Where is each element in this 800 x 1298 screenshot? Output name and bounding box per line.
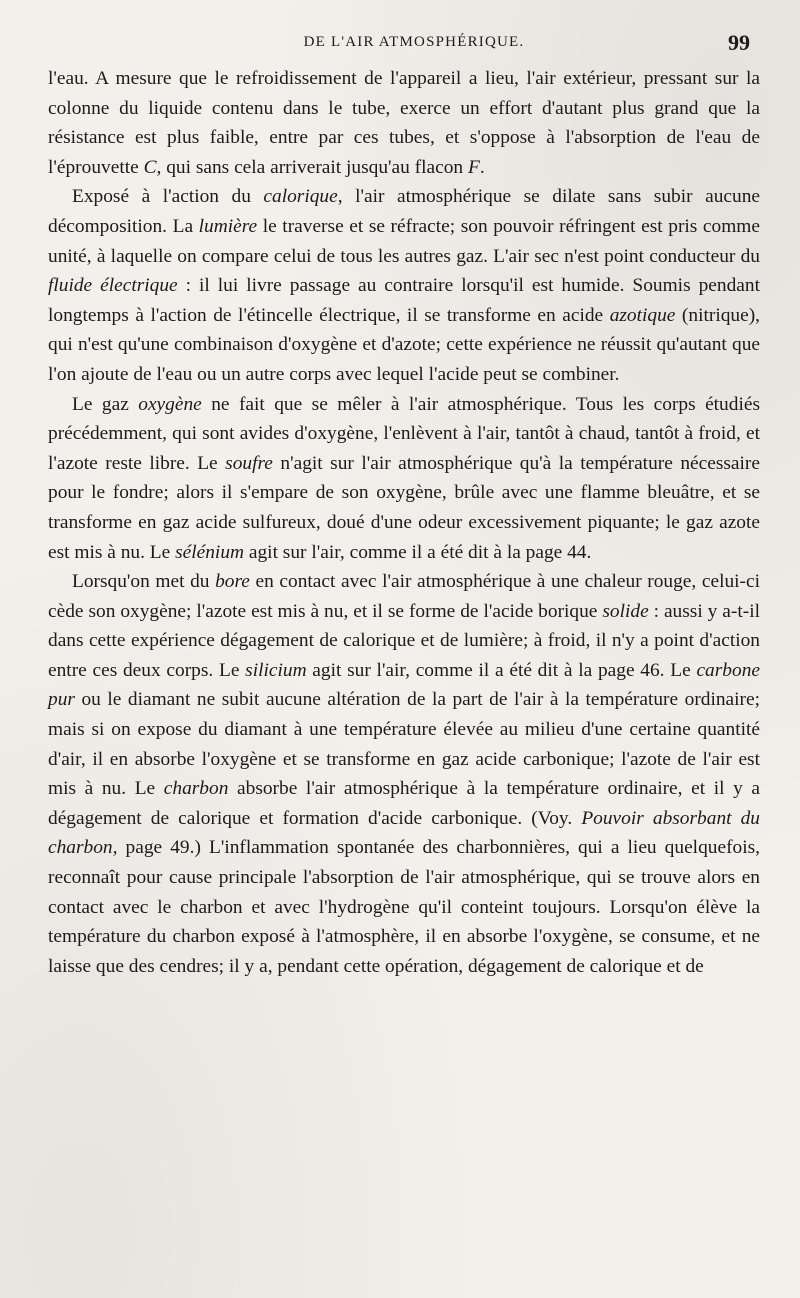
italic-run: Pouvoir absorbant du charbon,	[48, 807, 761, 859]
paragraph	[48, 390, 760, 568]
text-run: ou le diamant ne subit aucune altération de la part de l'air à la température ordinaire; mais si on expose du diamant à une température élevée au milieu d'une certaine quantité d'air, il en absorbe l'oxygène et se transforme en gaz acide carbonique; l'azote de l'air est mis à nu. Le	[48, 689, 760, 800]
italic-run: silicium	[245, 659, 307, 681]
italic-run: C	[143, 156, 157, 178]
italic-run: sélénium	[175, 541, 245, 563]
italic-run: lumière	[198, 215, 258, 237]
italic-run: calorique	[263, 186, 338, 208]
italic-run: solide	[602, 600, 649, 622]
text-run: le traverse et se réfracte; son pouvoir réfringent est pris comme unité, à laquelle on compare celui de tous les autres gaz. L'air sec n'est point conducteur du	[48, 215, 760, 267]
italic-run: fluide électrique	[48, 275, 178, 297]
italic-run: F	[467, 156, 480, 178]
text-run: n'agit sur l'air atmosphérique qu'à la température nécessaire pour le fondre; alors il s'empare de son oxygène, brûle avec une flamme bleuâtre, et se transforme en gaz acide sulfureux, doué d'une odeur excessivement piquante; le gaz azote est mis à nu. Le	[48, 452, 760, 563]
paragraph	[48, 64, 760, 182]
running-title: DE L'AIR ATMOSPHÉRIQUE.	[303, 34, 525, 50]
italic-run: charbon	[163, 778, 229, 800]
text-run: Le gaz	[72, 393, 139, 415]
text-run: Exposé à l'action du	[72, 186, 264, 208]
running-head	[48, 30, 760, 64]
page-number: 99	[728, 30, 750, 55]
italic-run: bore	[215, 571, 250, 593]
text-run: : aussi y a-t-il dans cette expérience dégagement de calorique et de lumière; à froid, il n'y a point d'action entre ces deux corps. Le	[48, 600, 760, 681]
text-run: en contact avec l'air atmosphérique à une chaleur rouge, celui-ci cède son oxygène; l'azote est mis à nu, et il se forme de l'acide borique	[48, 571, 760, 622]
text-run: .	[479, 156, 485, 178]
paragraph	[48, 567, 760, 981]
text-run: absorbe l'air atmosphérique à la température ordinaire, et il y a dégagement de calorique et formation d'acide carbonique. (Voy.	[48, 778, 761, 829]
text-run: : il lui livre passage au contraire lorsqu'il est humide. Soumis pendant longtemps à l'action de l'étincelle électrique, il se transforme en acide	[48, 275, 760, 326]
body-text	[48, 64, 760, 981]
text-run: , l'air atmosphérique se dilate sans subir aucune décomposition. La	[48, 186, 761, 237]
text-run: , qui sans cela arriverait jusqu'au flacon	[156, 156, 468, 178]
italic-run: azotique	[609, 304, 676, 326]
italic-run: carbone pur	[48, 659, 760, 711]
text-run: page 49.) L'inflammation spontanée des charbonnières, qui a lieu quelquefois, reconnaît pour cause principale l'absorption de l'air atmosphérique, qui se trouve alors en contact avec le charbon et avec l'hydrogène qu'il conteint toujours. Lorsqu'on élève la température du charbon exposé à l'atmosphère, il en absorbe l'oxygène, se consume, et ne laisse que des cendres; il y a, pendant cette opération, dégagement de calorique et de	[48, 837, 760, 977]
text-run: Lorsqu'on met du	[72, 571, 216, 593]
text-run: ne fait que se mêler à l'air atmosphérique. Tous les corps étudiés précédemment, qui sont avides d'oxygène, l'enlèvent à l'air, tantôt à chaud, tantôt à froid, et l'azote reste libre. Le	[48, 393, 760, 474]
text-run: agit sur l'air, comme il a été dit à la page 44.	[244, 541, 592, 563]
text-run: (nitrique), qui n'est qu'une combinaison d'oxygène et d'azote; cette expérience ne réussit qu'autant que l'on ajoute de l'eau ou un autre corps avec lequel l'acide peut se combiner.	[48, 304, 761, 385]
paragraph	[48, 182, 760, 389]
italic-run: soufre	[225, 452, 273, 474]
text-run: agit sur l'air, comme il a été dit à la page 46. Le	[306, 659, 697, 681]
italic-run: oxygène	[138, 393, 202, 415]
text-run: l'eau. A mesure que le refroidissement de l'appareil a lieu, l'air extérieur, pressant sur la colonne du liquide contenu dans le tube, exerce un effort d'autant plus grand que la résistance est plus faible, entre par ces tubes, et s'oppose à l'absorption de l'eau de l'éprouvette	[48, 68, 760, 178]
